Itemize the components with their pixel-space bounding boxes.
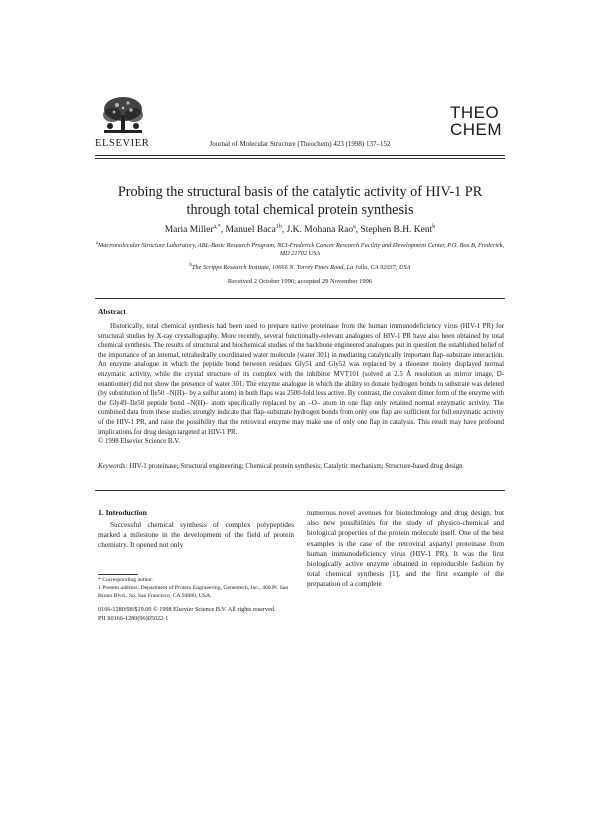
author-mark: a: [353, 224, 356, 230]
section-heading: 1. Introduction: [98, 508, 147, 517]
header-rule-top: [95, 155, 505, 156]
keywords: [98, 462, 504, 472]
body-right-column: numerous novel avenues for biotechnology and drug design, but also new possibilities for the study of physico-chemical and biological properties of the protein molecule itself. One of the best examples is the case of the retroviral aspartyl proteinase from human immunodeficiency virus (HIV-1 PR). It was the first biologically active enzyme obtained in reproducible fashion by total chemical synthesis [1], and the first example of the preparation of a complete: [307, 508, 504, 589]
journal-reference: Journal of Molecular Structure (Theochem) 423 (1998) 137–152: [209, 140, 391, 148]
author-mark: 1b: [275, 224, 282, 230]
keywords-text: HIV-1 proteinase; Structural engineering; Chemical protein synthesis; Catalytic mechanism; Structure-based drug design: [129, 463, 463, 470]
brand-line-1: THEO: [449, 103, 500, 122]
author-name: J.K. Mohana Rao: [286, 225, 354, 236]
affiliation-mark: a: [95, 241, 98, 246]
title-line-2: through total chemical protein synthesis: [186, 202, 414, 218]
abstract-rule-bottom: [95, 490, 505, 491]
affiliation-mark: b: [189, 263, 192, 268]
issn-block: [98, 605, 398, 623]
article-title: [60, 183, 540, 219]
affiliation-b: [95, 262, 505, 272]
affiliation-text: The Scripps Research Institute, 10666 N. Torrey Pines Road, La Jolla, CA 92037, USA: [191, 264, 411, 272]
author-name: Maria Miller: [164, 225, 214, 236]
footnote-rule: [98, 574, 138, 575]
header-rule-bottom: [95, 158, 505, 159]
publisher-name: ELSEVIER: [95, 138, 150, 149]
brand-line-2: CHEM: [449, 120, 502, 139]
footnote-present-address: 1 Present address: Department of Protein Engineering, Genentech, Inc., 460 Pt. San Bruno Blvd., So. San Francisco, CA 94080, USA.: [98, 585, 289, 599]
keywords-label: Keywords:: [98, 463, 128, 470]
received-dates: Received 2 October 1996; accepted 29 November 1996: [227, 278, 373, 285]
abstract-body: [98, 322, 504, 447]
journal-brand: [450, 104, 502, 138]
author-name: Manuel Baca: [225, 225, 276, 236]
abstract-copyright: © 1998 Elsevier Science B.V.: [98, 438, 181, 446]
issn-line: 0166-1280/98/$19.00 © 1998 Elsevier Science B.V. All rights reserved.: [98, 606, 276, 613]
author-mark: b: [432, 224, 436, 230]
author-list: Maria Miller$^{a,*}$, Manuel Baca$^{1b}$, J.K. Mohana Rao$^a$, Stephen B.H. Kent$^b$: [164, 224, 436, 236]
abstract-rule-top: [95, 298, 505, 299]
affiliation-text: Macromolecular Structure Laboratory, ABL-Basic Research Program, NCI-Frederick Cancer Research Facility and Development Center, P.O. Box B, Frederick, MD 21702 USA: [98, 242, 505, 258]
author-name: Stephen B.H. Kent: [360, 225, 433, 236]
author-mark: a,*: [213, 224, 221, 230]
elsevier-tree-logo: [100, 95, 146, 137]
body-left-column: Successful chemical synthesis of complex polypeptides marked a milestone in the development of the field of protein chemistry. It opened not only: [98, 520, 294, 550]
title-line-1: Probing the structural basis of the catalytic activity of HIV-1 PR: [117, 184, 483, 200]
abstract-text: Historically, total chemical synthesis had been used to prepare native proteinase from the human immunodeficiency virus (HIV-1 PR) for structural studies by X-ray crystallography. More recently, several functionally-relevant analogues of HIV-1 PR have also been obtained by total chemical synthesis. The results of structural and biochemical studies of the backbone engineered analogues put in question the established belief of the importance of an internal, tetrahedrally coordinated water molecule (water 301) in mediating catalytically important flap–substrate interaction. An enzyme analogue in which the peptide bond between residues Gly51 and Gly52 was replaced by a thioester moiety displayed normal enzymatic activity, while the crystal structure of its complex with the inhibitor MVT101 (solved at 2.5 Å resolution as mirror image, D-enantiomer) did not show the presence of water 301. The enzyme analogue in which the ability to donate hydrogen bonds to substrate was deleted (by substitution of Ile50 –N(H)– by a sulfur atom) in both flaps was 2500-fold less active. By contrast, the covalent dimer form of the enzyme with the Gly49–Ile50 peptide bond –N(H)– atom specifically replaced by an –O– atom in one flap only retained normal enzymatic activity. The combined data from these studies strongly indicate that flap–substrate hydrogen bonds from only one flap are sufficient for full enzymatic activity of the HIV-1 PR, and raise the possibility that the retroviral enzyme may make use of only one flap in catalysis. This result may have profound implications for drug design targeted at HIV-1 PR.: [98, 323, 504, 436]
affiliation-a: [95, 240, 505, 258]
footnote-corresponding: * Corresponding author.: [98, 577, 154, 583]
pii-line: PII S0166-1280(96)05022-1: [98, 615, 169, 622]
abstract-heading: Abstract: [98, 307, 126, 316]
